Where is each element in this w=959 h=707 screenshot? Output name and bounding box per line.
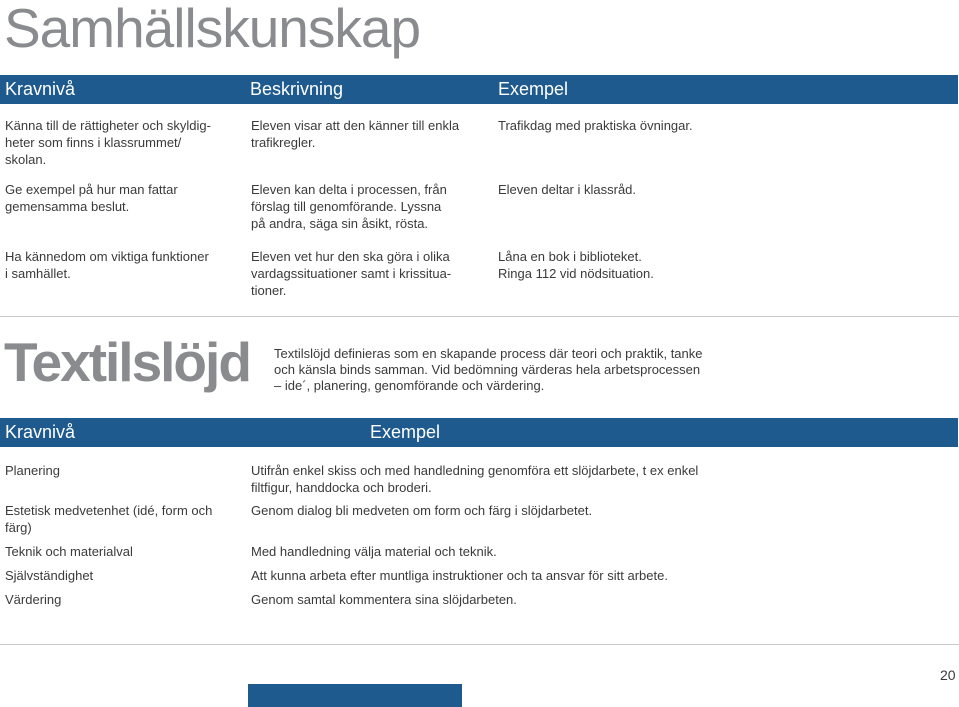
footer-divider (0, 644, 959, 645)
t-row2-exempel: Genom dialog bli medveten om form och färg i slöjdarbetet. (251, 503, 593, 518)
t-row5-exempel: Genom samtal kommentera sina slöjdarbeten. (251, 592, 517, 607)
t-row3-exempel: Med handledning välja material och teknik. (251, 544, 497, 559)
footer-accent-bar (248, 684, 462, 707)
section-title-samhallskunskap: Samhällskunskap (4, 0, 421, 59)
t-row5-kravniva: Värdering (5, 592, 62, 607)
table-header-samhallskunskap (0, 75, 958, 104)
t-row4-exempel: Att kunna arbeta efter muntliga instruktioner och ta ansvar för sitt arbete. (251, 568, 668, 583)
row3-beskrivning: Eleven vet hur den ska göra i olika vardagssituationer samt i krissitua- tioner. (251, 249, 452, 298)
page-number: 20 (940, 667, 956, 683)
row3-kravniva: Ha kännedom om viktiga funktioner i samhället. (5, 249, 209, 281)
section-title-textilslojd: Textilslöjd (4, 331, 250, 393)
textilslojd-intro: Textilslöjd definieras som en skapande process där teori och praktik, tanke och känsla binds samman. Vid bedömning värderas hela arbetsprocessen – ide´, planering, genomförande och värdering. (274, 346, 703, 393)
row2-beskrivning: Eleven kan delta i processen, från förslag till genomförande. Lyssna på andra, säga sin åsikt, rösta. (251, 182, 447, 231)
row1-beskrivning: Eleven visar att den känner till enkla trafikregler. (251, 118, 460, 150)
row2-kravniva: Ge exempel på hur man fattar gemensamma beslut. (5, 182, 178, 214)
table-header-textilslojd (0, 418, 958, 447)
t-row1-exempel: Utifrån enkel skiss och med handledning genomföra ett slöjdarbete, t ex enkel filtfigur, handdocka och broderi. (251, 463, 699, 495)
t-row4-kravniva: Självständighet (5, 568, 94, 583)
row1-exempel: Trafikdag med praktiska övningar. (498, 118, 693, 133)
row3-exempel: Låna en bok i biblioteket. Ringa 112 vid nödsituation. (498, 249, 654, 281)
header-exempel: Exempel (498, 79, 569, 99)
t-row1-kravniva: Planering (5, 463, 60, 478)
t-row2-kravniva: Estetisk medvetenhet (idé, form och färg) (5, 503, 213, 535)
section-divider (0, 316, 959, 317)
header-kravniva: Kravnivå (5, 422, 76, 442)
row2-exempel: Eleven deltar i klassråd. (498, 182, 637, 197)
row1-kravniva: Känna till de rättigheter och skyldig- heter som finns i klassrummet/ skolan. (5, 118, 211, 167)
header-exempel: Exempel (370, 422, 441, 442)
header-beskrivning: Beskrivning (250, 79, 344, 99)
header-kravniva: Kravnivå (5, 79, 76, 99)
t-row3-kravniva: Teknik och materialval (5, 544, 133, 559)
